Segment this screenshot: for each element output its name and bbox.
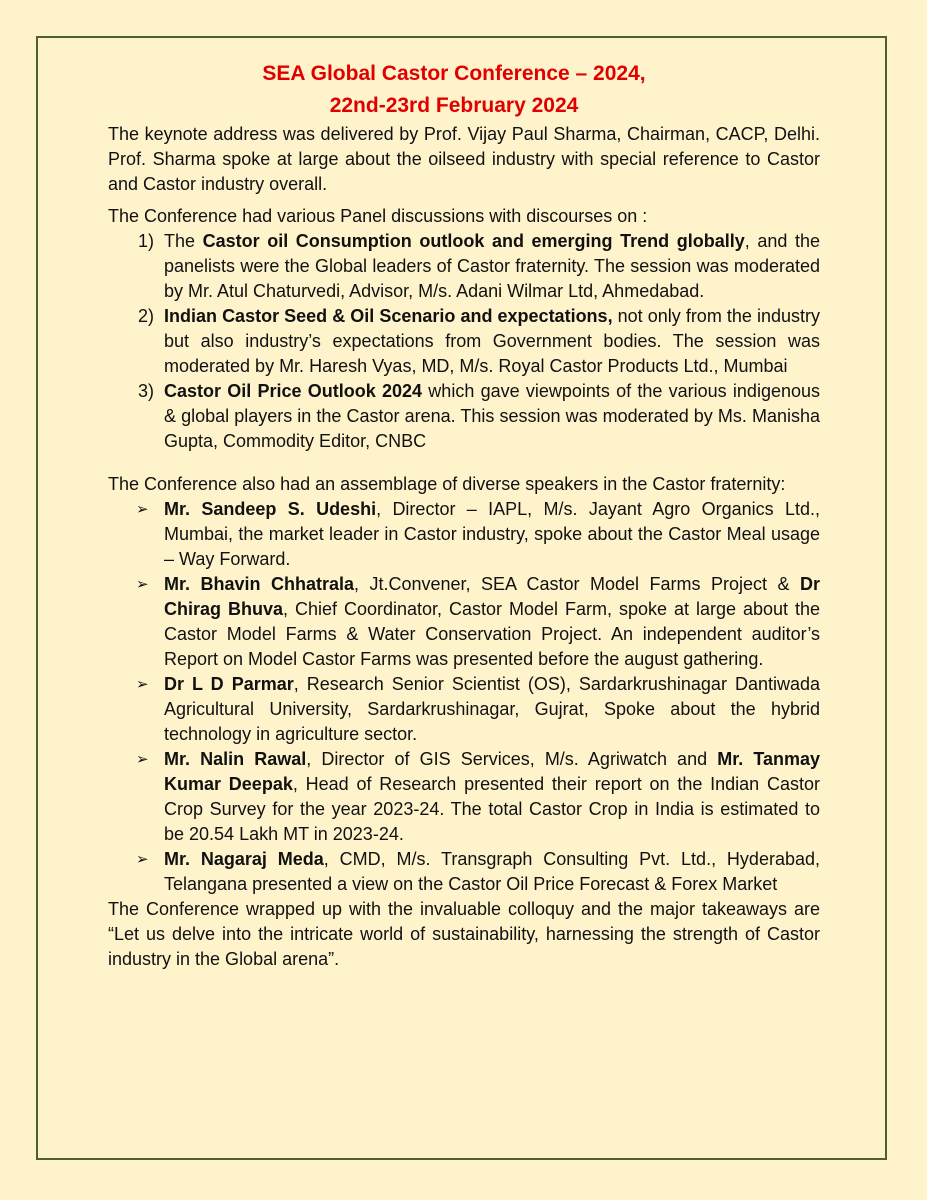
speaker-list bbox=[108, 497, 820, 897]
arrow-bullet-icon: ➢ bbox=[136, 851, 149, 868]
intro-paragraph: The keynote address was delivered by Prof. Vijay Paul Sharma, Chairman, CACP, Delhi. Prof. Sharma spoke at large about the oilseed industry with special reference to Castor and Castor industry overall. bbox=[108, 124, 820, 194]
panel-item: 2) Indian Castor Seed & Oil Scenario and expectations, not only from the industry but also industry’s expectations from Government bodies. The session was moderated by Mr. Haresh Vyas, MD, M/s. Royal Castor Products Ltd., Mumbai bbox=[138, 306, 820, 376]
panel-topic: Castor oil Consumption outlook and emerging Trend globally bbox=[202, 231, 745, 251]
speaker-name: Mr. Tanmay Kumar Deepak bbox=[164, 749, 821, 794]
speaker-item: ➢ Dr L D Parmar, Research Senior Scientist (OS), Sardarkrushinagar Dantiwada Agricultural University, Sardarkrushinagar, Gujrat, Spoke about the hybrid technology in agriculture sector. bbox=[136, 674, 820, 744]
speaker-item: ➢ Mr. Sandeep S. Udeshi, Director – IAPL, M/s. Jayant Agro Organics Ltd., Mumbai, the market leader in Castor industry, spoke about the Castor Meal usage – Way Forward. bbox=[136, 499, 820, 569]
arrow-bullet-icon: ➢ bbox=[136, 676, 149, 693]
panel-list bbox=[108, 229, 820, 454]
panel-number: 1) bbox=[138, 231, 155, 251]
panels-intro: The Conference had various Panel discussions with discourses on : bbox=[108, 206, 648, 226]
speaker-name: Mr. Nalin Rawal bbox=[164, 749, 307, 769]
panel-item: 3) Castor Oil Price Outlook 2024 which gave viewpoints of the various indigenous & global players in the Castor arena. This session was moderated by Ms. Manisha Gupta, Commodity Editor, CNBC bbox=[138, 381, 820, 451]
speaker-name: Mr. Nagaraj Meda bbox=[164, 849, 324, 869]
speaker-item: ➢ Mr. Nagaraj Meda, CMD, M/s. Transgraph Consulting Pvt. Ltd., Hyderabad, Telangana presented a view on the Castor Oil Price Forecast & Forex Market bbox=[136, 849, 820, 894]
panel-topic: Castor Oil Price Outlook 2024 bbox=[164, 381, 423, 401]
arrow-bullet-icon: ➢ bbox=[136, 576, 149, 593]
arrow-bullet-icon: ➢ bbox=[136, 501, 149, 518]
panel-item: 1) The Castor oil Consumption outlook and emerging Trend globally, and the panelists were the Global leaders of Castor fraternity. The session was moderated by Mr. Atul Chaturvedi, Advisor, M/s. Adani Wilmar Ltd, Ahmedabad. bbox=[138, 231, 820, 301]
speaker-name: Dr L D Parmar bbox=[164, 674, 294, 694]
panel-number: 3) bbox=[138, 381, 155, 401]
arrow-bullet-icon: ➢ bbox=[136, 751, 149, 768]
speaker-name: Dr Chirag Bhuva bbox=[164, 574, 820, 619]
title-line-2: 22nd-23rd February 2024 bbox=[329, 94, 579, 117]
panel-topic: Indian Castor Seed & Oil Scenario and expectations, bbox=[164, 306, 613, 326]
page-title bbox=[88, 58, 820, 122]
title-line-1: SEA Global Castor Conference – 2024, bbox=[262, 62, 646, 85]
speakers-intro: The Conference also had an assemblage of diverse speakers in the Castor fraternity: bbox=[108, 474, 786, 494]
speaker-name: Mr. Sandeep S. Udeshi bbox=[164, 499, 377, 519]
article bbox=[108, 58, 820, 972]
closing-paragraph: The Conference wrapped up with the invaluable colloquy and the major takeaways are “Let us delve into the intricate world of sustainability, harnessing the strength of Castor industry in the Global arena”. bbox=[108, 899, 820, 969]
speaker-item: ➢ Mr. Bhavin Chhatrala, Jt.Convener, SEA Castor Model Farms Project & Dr Chirag Bhuva, Chief Coordinator, Castor Model Farm, spoke at large about the Castor Model Farms & Water Conservation Project. An independent auditor’s Report on Model Castor Farms was presented before the august gathering. bbox=[136, 574, 820, 669]
panel-number: 2) bbox=[138, 306, 155, 326]
speaker-item: ➢ Mr. Nalin Rawal, Director of GIS Services, M/s. Agriwatch and Mr. Tanmay Kumar Deepak, Head of Research presented their report on the Indian Castor Crop Survey for the year 2023-24. The total Castor Crop in India is estimated to be 20.54 Lakh MT in 2023-24. bbox=[136, 749, 821, 844]
speaker-name: Mr. Bhavin Chhatrala bbox=[164, 574, 354, 594]
